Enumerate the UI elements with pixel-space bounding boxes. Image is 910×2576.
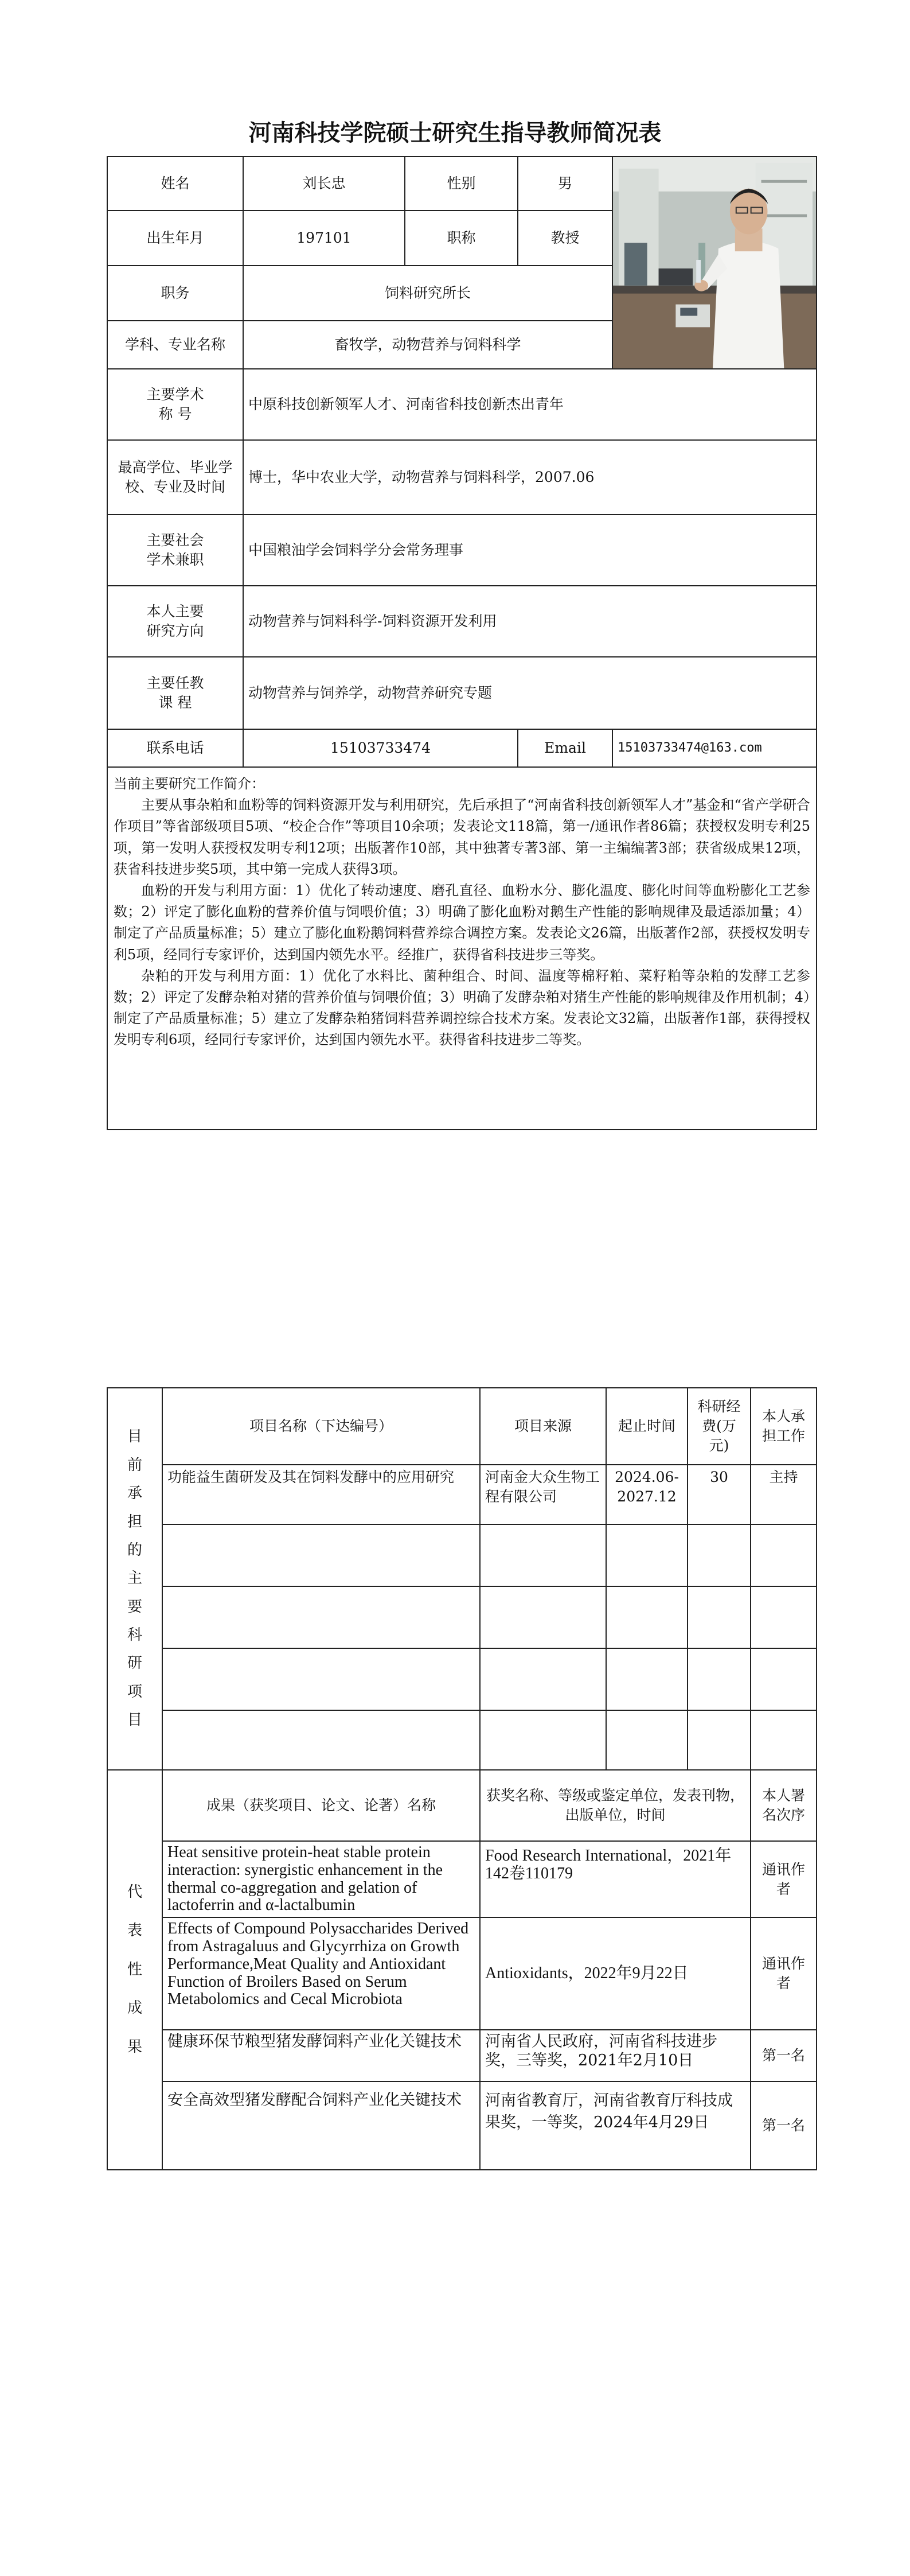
- position-label: 职务: [107, 266, 243, 321]
- courses-label: 主要任教 课 程: [107, 657, 243, 729]
- research-intro: [107, 767, 817, 1130]
- project-funding: 30: [688, 1465, 751, 1524]
- achievements-header-detail: 获奖名称、等级或鉴定单位，发表刊物，出版单位，时间: [480, 1770, 751, 1841]
- portrait-photo: [612, 157, 817, 369]
- projects-header-period: 起止时间: [606, 1388, 688, 1465]
- achievement-detail: Antioxidants，2022年9月22日: [480, 1917, 751, 2030]
- page-title: 河南科技学院硕士研究生指导教师简况表: [248, 120, 662, 146]
- society-label: 主要社会 学术兼职: [107, 515, 243, 586]
- name-label: 姓名: [107, 157, 243, 211]
- research-table: [107, 1387, 817, 2170]
- direction-value: 动物营养与饲料科学-饲料资源开发利用: [243, 586, 817, 657]
- honor-label: 主要学术 称 号: [107, 369, 243, 440]
- projects-header-source: 项目来源: [480, 1388, 606, 1465]
- phone-label: 联系电话: [107, 729, 243, 767]
- courses-value: 动物营养与饲养学，动物营养研究专题: [243, 657, 817, 729]
- society-value: 中国粮油学会饲料学分会常务理事: [243, 515, 817, 586]
- achievement-detail: Food Research International，2021年142卷110179: [480, 1841, 751, 1917]
- rank-value: 教授: [518, 211, 612, 266]
- portrait-image: [613, 157, 816, 368]
- honor-value: 中原科技创新领军人才、河南省科技创新杰出青年: [243, 369, 817, 440]
- achievement-name: 健康环保节粮型猪发酵饲料产业化关键技术: [162, 2030, 480, 2081]
- achievement-order: 第一名: [751, 2030, 817, 2081]
- table-row: [107, 2030, 817, 2081]
- table-row: [107, 1524, 817, 1586]
- intro-paragraph: 主要从事杂粕和血粉等的饲料资源开发与利用研究，先后承担了“河南省科技创新领军人才”基金和“省产学研合作项目”等省部级项目5项、“校企合作”等项目10余项；发表论文118篇，第一/通讯作者86篇；获授权发明专利25项，第一发明人获授权发明专利12项；出版著作10部，其中独著专著3部、第一主编编著3部；获省级成果12项，获省科技进步奖5项，其中第一完成人获得3项。: [114, 797, 811, 877]
- degree-value: 博士，华中农业大学，动物营养与饲料科学，2007.06: [243, 440, 817, 515]
- table-row: [107, 1710, 817, 1770]
- rank-label: 职称: [405, 211, 518, 266]
- name-value: 刘长忠: [243, 157, 405, 211]
- email-label: Email: [518, 729, 612, 767]
- profile-table: [107, 156, 817, 1130]
- achievement-order: 通讯作者: [751, 1917, 817, 2030]
- discipline-label: 学科、专业名称: [107, 321, 243, 369]
- achievement-detail: 河南省教育厅，河南省教育厅科技成果奖，一等奖，2024年4月29日: [480, 2081, 751, 2170]
- achievement-name: Heat sensitive protein-heat stable protein interaction: synergistic enhancement in the thermal co-aggregation and gelation of lactoferrin and α-lactalbumin: [162, 1841, 480, 1917]
- table-row: [107, 1586, 817, 1648]
- achievement-name: 安全高效型猪发酵配合饲料产业化关键技术: [162, 2081, 480, 2170]
- table-row: [107, 1465, 817, 1524]
- birth-value: 197101: [243, 211, 405, 266]
- achievement-detail: 河南省人民政府，河南省科技进步奖，三等奖，2021年2月10日: [480, 2030, 751, 2081]
- table-row: [107, 2081, 817, 2170]
- projects-header-name: 项目名称（下达编号）: [162, 1388, 480, 1465]
- intro-heading: 当前主要研究工作简介：: [114, 776, 265, 792]
- direction-label: 本人主要 研究方向: [107, 586, 243, 657]
- project-source: 河南金大众生物工程有限公司: [480, 1465, 606, 1524]
- gender-label: 性别: [405, 157, 518, 211]
- project-period: 2024.06-2027.12: [606, 1465, 688, 1524]
- achievement-order: 第一名: [751, 2081, 817, 2170]
- projects-header-role: 本人承担工作: [751, 1388, 817, 1465]
- achievements-header-name: 成果（获奖项目、论文、论著）名称: [162, 1770, 480, 1841]
- degree-label: 最高学位、毕业学 校、专业及时间: [107, 440, 243, 515]
- gender-value: 男: [518, 157, 612, 211]
- projects-header-funding: 科研经费(万元): [688, 1388, 751, 1465]
- table-row: [107, 1917, 817, 2030]
- achievement-order: 通讯作者: [751, 1841, 817, 1917]
- position-value: 饲料研究所长: [243, 266, 612, 321]
- achievements-section-label: 代 表 性 成 果: [107, 1770, 162, 2170]
- birth-label: 出生年月: [107, 211, 243, 266]
- project-name: 功能益生菌研发及其在饲料发酵中的应用研究: [162, 1465, 480, 1524]
- email-value: 15103733474@163.com: [612, 729, 817, 767]
- achievement-name: Effects of Compound Polysaccharides Derived from Astragaluus and Glycyrrhiza on Growth Performance,Meat Quality and Antioxidant Function of Broilers Based on Serum Metabolomics and Cecal Microbiota: [162, 1917, 480, 2030]
- project-role: 主持: [751, 1465, 817, 1524]
- intro-paragraph: 杂粕的开发与利用方面：1）优化了水料比、菌种组合、时间、温度等棉籽粕、菜籽粕等杂粕的发酵工艺参数；2）评定了发酵杂粕对猪的营养价值与饲喂价值；3）明确了发酵杂粕对猪生产性能的影响规律及作用机制；4）制定了产品质量标准；5）建立了发酵杂粕猪饲料营养调控综合技术方案。发表论文32篇，出版著作1部，获得授权发明专利6项，经同行专家评价，达到国内领先水平。获得省科技进步二等奖。: [114, 967, 811, 1048]
- table-row: [107, 1648, 817, 1710]
- intro-paragraph: 血粉的开发与利用方面：1）优化了转动速度、磨孔直径、血粉水分、膨化温度、膨化时间等血粉膨化工艺参数；2）评定了膨化血粉的营养价值与饲喂价值；3）明确了膨化血粉对鹅生产性能的影响规律及最适添加量；4）制定了产品质量标准；5）建立了膨化血粉鹅饲料营养综合调控方案。发表论文26篇，出版著作2部，获授权发明专利5项，经同行专家评价，达到国内领先水平。经推广，获得省科技进步三等奖。: [114, 882, 811, 963]
- projects-section-label: 目 前 承 担 的 主 要 科 研 项 目: [107, 1388, 162, 1770]
- discipline-value: 畜牧学，动物营养与饲料科学: [243, 321, 612, 369]
- phone-value: 15103733474: [243, 729, 518, 767]
- table-row: [107, 1841, 817, 1917]
- achievements-header-order: 本人署名次序: [751, 1770, 817, 1841]
